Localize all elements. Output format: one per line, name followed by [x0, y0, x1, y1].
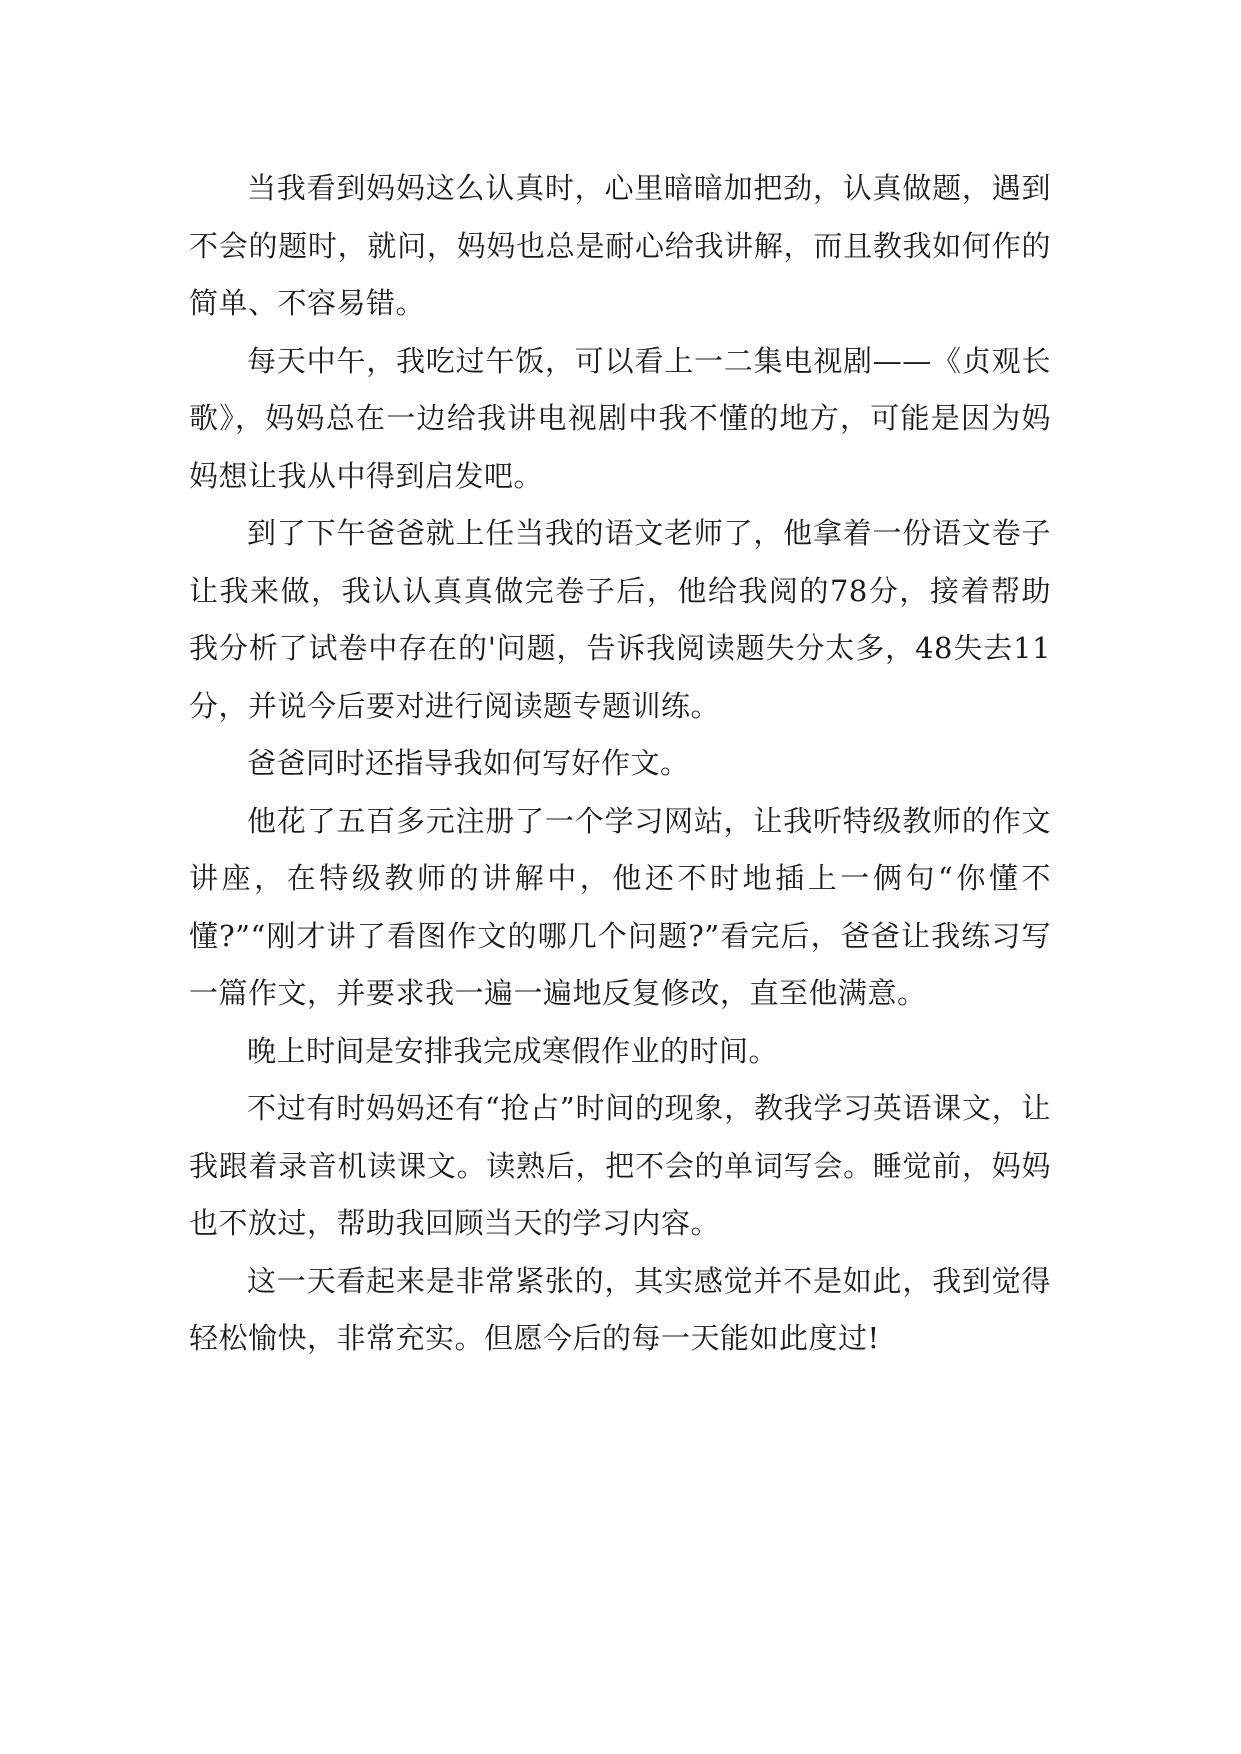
paragraph: 到了下午爸爸就上任当我的语文老师了，他拿着一份语文卷子让我来做，我认认真真做完卷子后，他给我阅的78分，接着帮助我分析了试卷中存在的'问题，告诉我阅读题失分太多，48失去11分，并说今后要对进行阅读题专题训练。: [189, 516, 1051, 723]
paragraph: 每天中午，我吃过午饭，可以看上一二集电视剧——《贞观长歌》，妈妈总在一边给我讲电视剧中我不懂的地方，可能是因为妈妈想让我从中得到启发吧。: [189, 343, 1051, 493]
paragraph: 他花了五百多元注册了一个学习网站，让我听特级教师的作文讲座，在特级教师的讲解中，他还不时地插上一俩句“你懂不懂?”“刚才讲了看图作文的哪几个问题?”看完后，爸爸让我练习写一篇作文，并要求我一遍一遍地反复修改，直至他满意。: [189, 803, 1051, 1010]
paragraph: 不过有时妈妈还有“抢占”时间的现象，教我学习英语课文，让我跟着录音机读课文。读熟后，把不会的单词写会。睡觉前，妈妈也不放过，帮助我回顾当天的学习内容。: [189, 1091, 1051, 1240]
paragraph: 爸爸同时还指导我如何写好作文。: [247, 746, 690, 780]
paragraph: 当我看到妈妈这么认真时，心里暗暗加把劲，认真做题，遇到不会的题时，就问，妈妈也总是耐心给我讲解，而且教我如何作的简单、不容易错。: [189, 171, 1051, 320]
document-body: [189, 160, 1051, 1368]
paragraph: 这一天看起来是非常紧张的，其实感觉并不是如此，我到觉得轻松愉快，非常充实。但愿今后的每一天能如此度过!: [189, 1263, 1051, 1355]
paragraph: 晚上时间是安排我完成寒假作业的时间。: [247, 1033, 779, 1068]
